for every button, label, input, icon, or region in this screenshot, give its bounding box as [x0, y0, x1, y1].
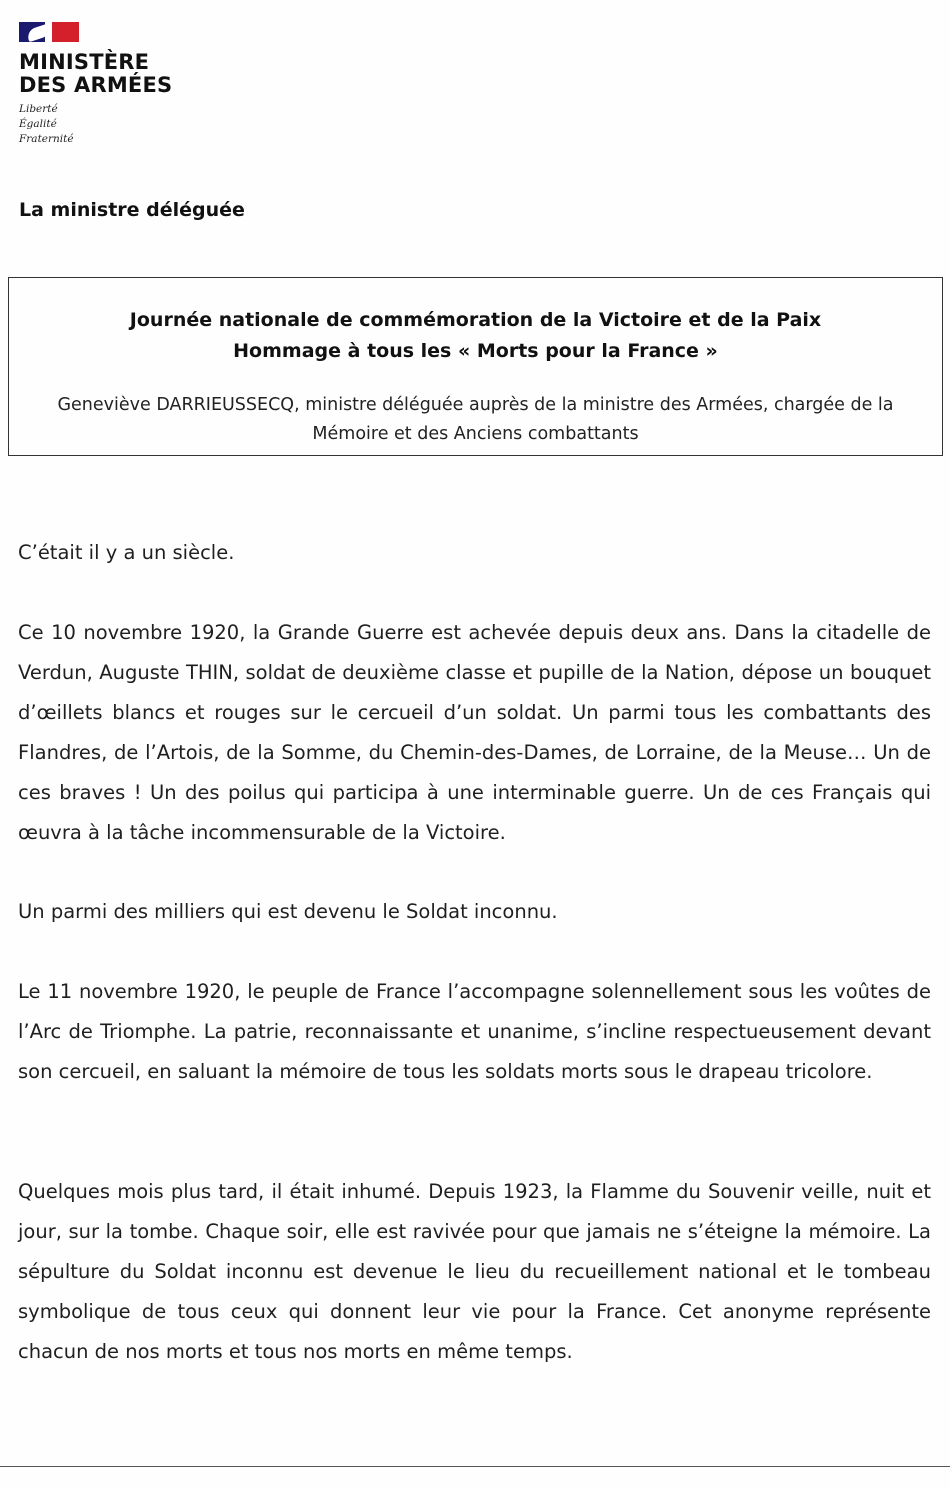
- page-edge-line: [0, 1466, 950, 1467]
- flag-red-block: [52, 22, 79, 42]
- motto-egalite: Égalité: [19, 118, 57, 130]
- marianne-flag-icon: [19, 22, 79, 42]
- ministry-name-line2: DES ARMÉES: [19, 73, 173, 97]
- title-line-1: Journée nationale de commémoration de la Victoire et de la Paix: [129, 309, 822, 331]
- speaker-byline: Geneviève DARRIEUSSECQ, ministre déléguée auprès de la ministre des Armées, chargée de la Mémoire et des Anciens combattants: [57, 395, 894, 444]
- paragraph-1: C’était il y a un siècle.: [18, 541, 235, 564]
- paragraph-4: Le 11 novembre 1920, le peuple de France l’accompagne solennellement sous les voûtes de l’Arc de Triomphe. La patrie, reconnaissante et unanime, s’incline respectueusement devant son cercueil, en saluant la mémoire de tous les soldats morts sous le drapeau tricolore.: [18, 980, 931, 1083]
- ministry-name-line1: MINISTÈRE: [19, 50, 150, 74]
- paragraph-2: Ce 10 novembre 1920, la Grande Guerre est achevée depuis deux ans. Dans la citadelle de Verdun, Auguste THIN, soldat de deuxième classe et pupille de la Nation, dépose un bouquet d’œillets blancs et rouges sur le cercueil d’un soldat. Un parmi tous les combattants des Flandres, de l’Artois, de la Somme, du Chemin-des-Dames, de Lorraine, de la Meuse… Un de ces braves ! Un des poilus qui participa à une interminable guerre. Un de ces Français qui œuvra à la tâche incommensurable de la Victoire.: [18, 621, 931, 844]
- republic-motto: [19, 102, 172, 147]
- title-line-2: Hommage à tous les « Morts pour la France »: [233, 340, 718, 362]
- motto-fraternite: Fraternité: [19, 133, 74, 145]
- paragraph-3: Un parmi des milliers qui est devenu le Soldat inconnu.: [18, 900, 558, 923]
- motto-liberte: Liberté: [19, 103, 58, 115]
- ministry-name: [19, 51, 172, 97]
- ministry-logo: [19, 22, 172, 147]
- paragraph-5: Quelques mois plus tard, il était inhumé. Depuis 1923, la Flamme du Souvenir veille, nuit et jour, sur la tombe. Chaque soir, elle est ravivée pour que jamais ne s’éteigne la mémoire. La sépulture du Soldat inconnu est devenue le lieu du recueillement national et le tombeau symbolique de tous ceux qui donnent leur vie pour la France. Cet anonyme représente chacun de nos morts et tous nos morts en même temps.: [18, 1180, 931, 1363]
- title-box: [8, 277, 943, 456]
- sender-title: La ministre déléguée: [19, 199, 245, 221]
